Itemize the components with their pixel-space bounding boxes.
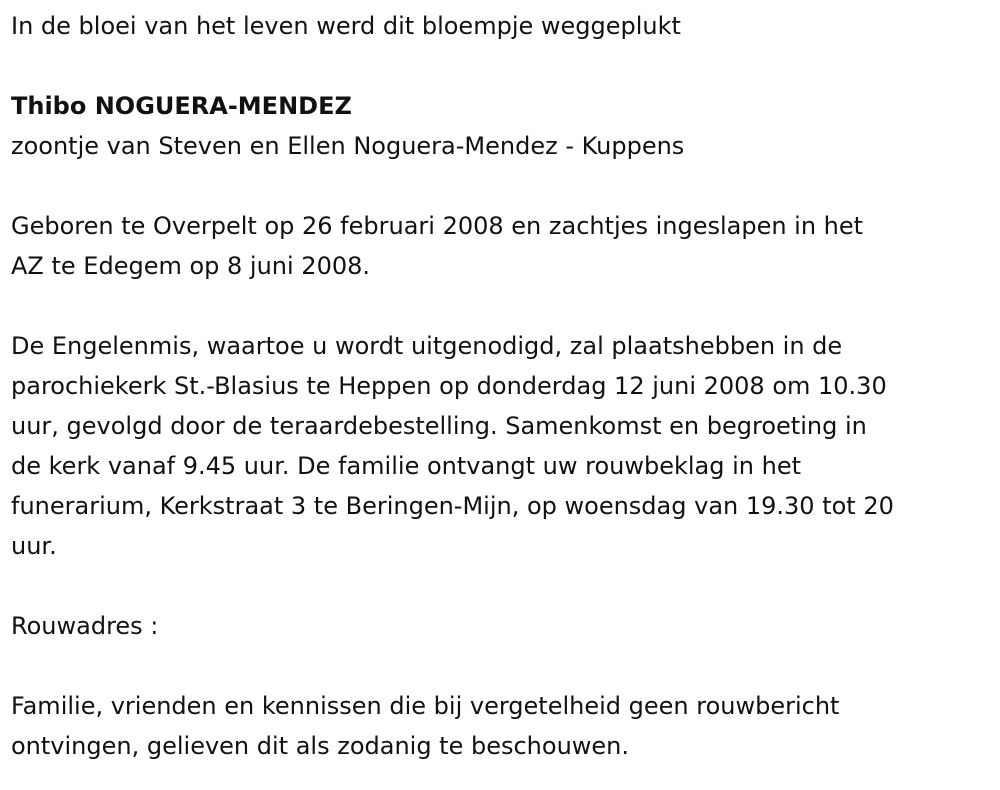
funeral-notice — [11, 6, 991, 766]
birth-paragraph — [11, 206, 991, 286]
spacer — [11, 646, 991, 686]
paragraph-line: AZ te Edegem op 8 juni 2008. — [11, 252, 371, 280]
spacer — [11, 286, 991, 326]
paragraph-line: De Engelenmis, waartoe u wordt uitgenodigd, zal plaatshebben in de — [11, 332, 843, 360]
paragraph-line: funerarium, Kerkstraat 3 te Beringen-Mijn, op woensdag van 19.30 tot 20 — [11, 492, 894, 520]
spacer — [11, 166, 991, 206]
closing-paragraph — [11, 686, 991, 766]
paragraph-line: uur. — [11, 532, 57, 560]
paragraph-line: parochiekerk St.-Blasius te Heppen op donderdag 12 juni 2008 om 10.30 — [11, 372, 887, 400]
spacer — [11, 566, 991, 606]
spacer — [11, 46, 991, 86]
paragraph-line: Familie, vrienden en kennissen die bij vergetelheid geen rouwbericht — [11, 692, 840, 720]
deceased-name: Thibo NOGUERA-MENDEZ — [11, 92, 352, 120]
opening-line: In de bloei van het leven werd dit bloempje weggeplukt — [11, 12, 681, 40]
address-label: Rouwadres : — [11, 612, 159, 640]
paragraph-line: uur, gevolgd door de teraardebestelling. Samenkomst en begroeting in — [11, 412, 867, 440]
paragraph-line: Geboren te Overpelt op 26 februari 2008 en zachtjes ingeslapen in het — [11, 212, 864, 240]
relation-line: zoontje van Steven en Ellen Noguera-Mendez - Kuppens — [11, 132, 685, 160]
ceremony-paragraph — [11, 326, 991, 566]
paragraph-line: ontvingen, gelieven dit als zodanig te beschouwen. — [11, 732, 630, 760]
paragraph-line: de kerk vanaf 9.45 uur. De familie ontvangt uw rouwbeklag in het — [11, 452, 802, 480]
